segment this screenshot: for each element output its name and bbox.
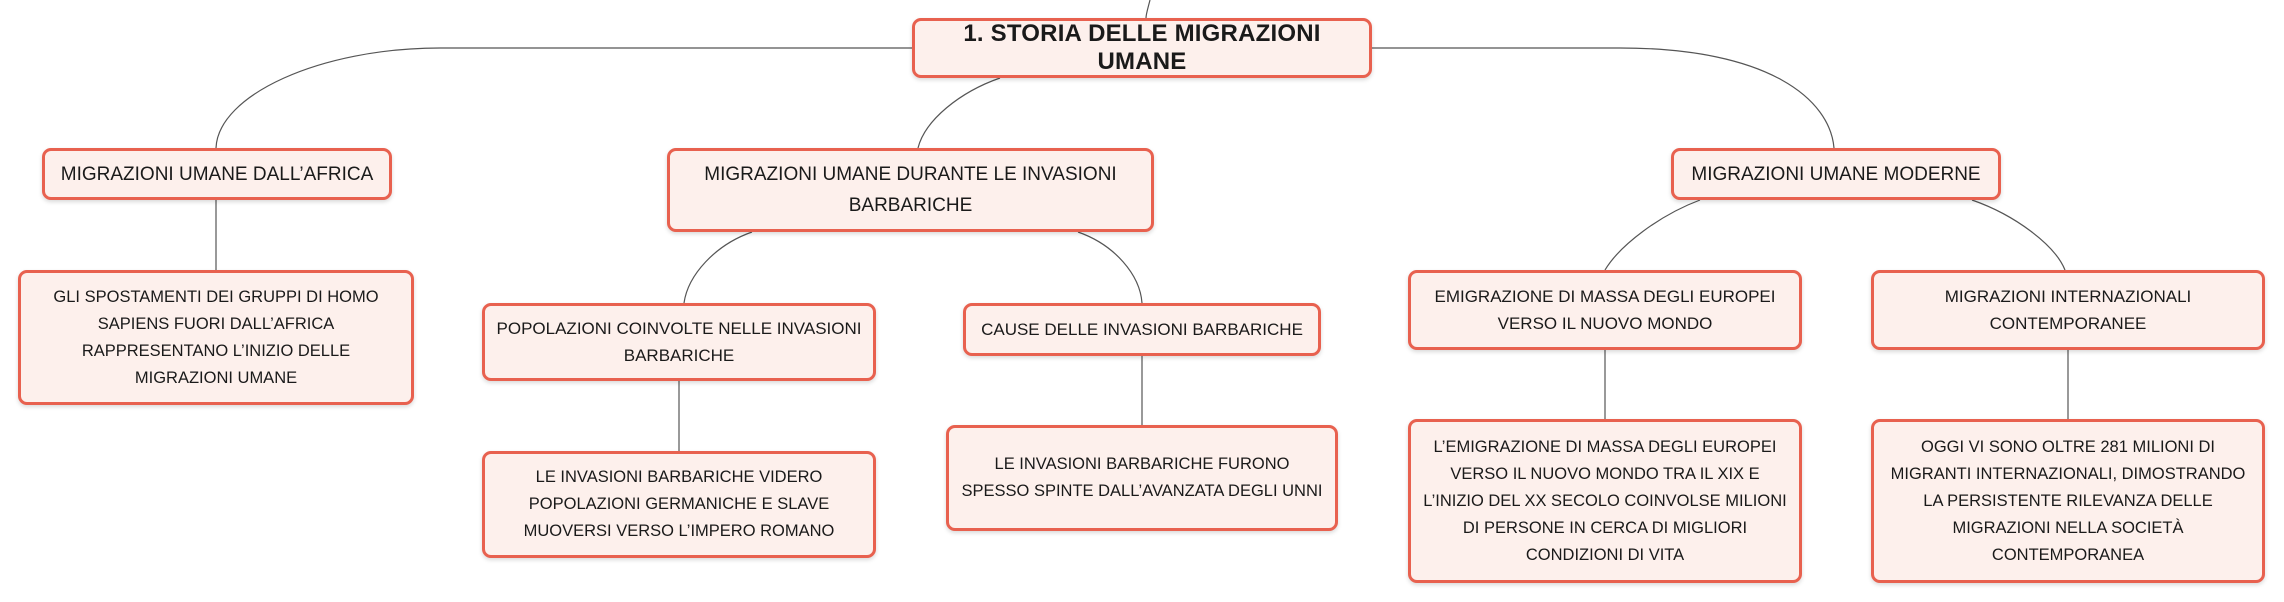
detail-homo-sapiens[interactable] — [18, 270, 414, 405]
topic-invasioni-barbariche[interactable] — [667, 148, 1154, 232]
topic-migrazioni-africa[interactable] — [42, 148, 392, 200]
topic-migrazioni-internazionali[interactable] — [1871, 270, 2265, 350]
connector-root-africa — [216, 48, 912, 148]
topic-invasioni-barbariche-label: MIGRAZIONI UMANE DURANTE LE INVASIONI BARBARICHE — [704, 164, 1117, 216]
root-topic[interactable] — [912, 18, 1372, 78]
topic-migrazioni-moderne-label: MIGRAZIONI UMANE MODERNE — [1691, 163, 1981, 185]
connector-moderne-internazionali — [1972, 200, 2065, 270]
topic-emigrazione-europei-label: EMIGRAZIONE DI MASSA DEGLI EUROPEI VERSO IL NUOVO MONDO — [1434, 287, 1776, 333]
topic-migrazioni-africa-label: MIGRAZIONI UMANE DALL’AFRICA — [60, 163, 374, 185]
topic-emigrazione-europei[interactable] — [1408, 270, 1802, 350]
topic-migrazioni-moderne[interactable] — [1671, 148, 2001, 200]
topic-popolazioni-coinvolte-label: POPOLAZIONI COINVOLTE NELLE INVASIONI BARBARICHE — [496, 319, 862, 365]
connector-barbariche-cause — [1078, 232, 1142, 303]
topic-popolazioni-coinvolte[interactable] — [482, 303, 876, 381]
detail-281-milioni[interactable] — [1871, 419, 2265, 583]
detail-281-milioni-text: OGGI VI SONO OLTRE 281 MILIONI DI MIGRANTI INTERNAZIONALI, DIMOSTRANDO LA PERSISTENTE RILEVANZA DELLE MIGRAZIONI NELLA SOCIETÀ CONTEMPORANEA — [1890, 437, 2246, 564]
root-topic-label: 1. STORIA DELLE MIGRAZIONI UMANE — [963, 20, 1321, 75]
connector-root-barbariche — [918, 78, 1000, 148]
topic-migrazioni-internazionali-label: MIGRAZIONI INTERNAZIONALI CONTEMPORANEE — [1944, 287, 2192, 333]
topic-cause-invasioni-label: CAUSE DELLE INVASIONI BARBARICHE — [981, 320, 1303, 339]
topic-cause-invasioni[interactable] — [963, 303, 1321, 356]
detail-homo-sapiens-text: GLI SPOSTAMENTI DEI GRUPPI DI HOMO SAPIENS FUORI DALL’AFRICA RAPPRESENTANO L’INIZIO DELLE MIGRAZIONI UMANE — [53, 287, 379, 387]
detail-popolazioni-germaniche-text: LE INVASIONI BARBARICHE VIDERO POPOLAZIONI GERMANICHE E SLAVE MUOVERSI VERSO L’IMPERO ROMANO — [523, 468, 835, 540]
connector-parent-root — [1146, 0, 1150, 18]
detail-popolazioni-germaniche[interactable] — [482, 451, 876, 558]
connector-moderne-emigrazione — [1605, 200, 1700, 270]
detail-emigrazione-nuovo-mondo[interactable] — [1408, 419, 1802, 583]
connector-barbariche-popolazioni — [684, 232, 752, 303]
connector-root-moderne — [1372, 48, 1834, 148]
detail-avanzata-unni-text: LE INVASIONI BARBARICHE FURONO SPESSO SPINTE DALL’AVANZATA DEGLI UNNI — [961, 455, 1323, 500]
detail-emigrazione-nuovo-mondo-text: L’EMIGRAZIONE DI MASSA DEGLI EUROPEI VERSO IL NUOVO MONDO TRA IL XIX E L’INIZIO DEL XX SECOLO COINVOLSE MILIONI DI PERSONE IN CERCA DI MIGLIORI CONDIZIONI DI VITA — [1423, 437, 1787, 564]
detail-avanzata-unni[interactable] — [946, 425, 1338, 531]
